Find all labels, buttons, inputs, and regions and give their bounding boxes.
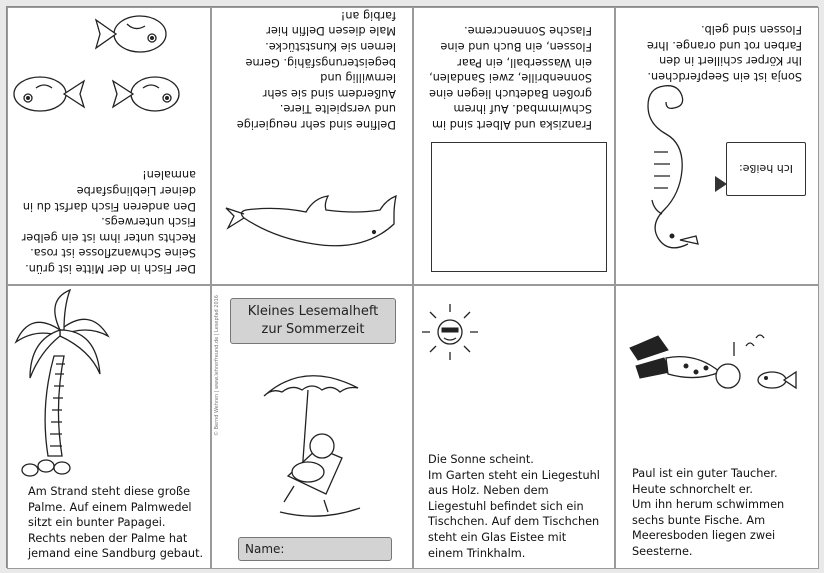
text-line: Den anderen Fisch darfst du in xyxy=(22,199,196,213)
text-line: Der Fisch in der Mitte ist grün. xyxy=(25,262,196,275)
text-line: und verspielte Tiere. xyxy=(279,102,396,116)
text-line: Heute schnorchelt er. xyxy=(632,482,753,496)
text-line: Sonja ist ein Seepferdchen. xyxy=(647,70,802,83)
text-line: begeisterungsfähig. Gerne xyxy=(245,55,396,69)
text-line: Flasche Sonnencreme. xyxy=(464,24,592,38)
text-line: Male diesen Delfin hier xyxy=(266,24,396,38)
text-line: Die Sonne scheint. xyxy=(428,453,534,466)
text-line: sechs bunte Fische. Am xyxy=(632,513,766,527)
page-palm xyxy=(7,285,211,569)
text-line: farbig an! xyxy=(340,8,396,22)
page-cover xyxy=(211,285,413,569)
text-line: Paul ist ein guter Taucher. xyxy=(632,467,778,480)
text-line: Ihr Körper schillert in den xyxy=(659,54,802,68)
page-diver xyxy=(615,285,819,569)
text-line: Flossen sind gelb. xyxy=(701,23,802,37)
text-line: jemand eine Sandburg gebaut. xyxy=(28,547,204,561)
beach-bag-text xyxy=(429,23,592,132)
copyright-note: © Bernd Wehren | www.lehrerfreund.de | Lesepfad 2016 xyxy=(214,295,220,436)
seahorse-illustration xyxy=(615,7,818,284)
fish-illustration xyxy=(7,7,210,284)
booklet-title-line2: zur Sommerzeit xyxy=(261,322,365,337)
text-line: Schwimmbad. Auf ihrem xyxy=(453,102,592,116)
text-line: Am Strand steht diese große xyxy=(28,485,191,498)
text-line: Tischchen. Auf dem Tischchen xyxy=(428,515,600,529)
text-line: Fisch unterwegs. xyxy=(101,215,196,229)
text-line: sitzt ein bunter Papagei. xyxy=(28,516,166,530)
dolphin-illustration xyxy=(211,7,412,284)
text-line: steht ein Glas Eistee mit xyxy=(428,530,567,544)
text-line: deiner Lieblingsfarbe xyxy=(76,184,196,198)
text-line: Seesterne. xyxy=(632,544,693,558)
page-fish xyxy=(7,7,211,285)
page-seahorse xyxy=(615,7,819,285)
text-line: lernen sie Kunststücke. xyxy=(265,40,396,54)
text-line: Im Garten steht ein Liegestuhl xyxy=(428,468,600,482)
page-beach-bag xyxy=(413,7,615,285)
booklet-title-line1: Kleines Lesemalheft xyxy=(247,304,379,319)
page-dolphin xyxy=(211,7,413,285)
palm-text xyxy=(28,484,203,562)
text-line: Rechts neben der Palme hat xyxy=(28,531,188,545)
text-line: Rechts unter ihm ist ein gelber xyxy=(21,230,196,244)
text-line: Delfine sind sehr neugierige xyxy=(236,118,396,131)
text-line: Palme. Auf einem Palmwedel xyxy=(28,500,192,514)
text-line: Außerdem sind sie sehr xyxy=(262,86,396,100)
bubble-label: Ich heiße: xyxy=(739,162,793,176)
page-sun xyxy=(413,285,615,569)
text-line: anmalen! xyxy=(142,168,196,182)
text-line: Flossen, ein Buch und eine xyxy=(440,40,592,54)
text-line: Meeresboden liegen zwei xyxy=(632,529,776,543)
text-line: ein Wasserball, ein Paar xyxy=(457,55,592,69)
text-line: aus Holz. Neben dem xyxy=(428,484,549,498)
reading-child-illustration xyxy=(212,286,413,569)
text-line: großen Badetuch liegen eine xyxy=(429,86,592,100)
text-line: Liegestuhl befindet sich ein xyxy=(428,499,584,513)
diver-text xyxy=(632,466,784,560)
text-line: Farben rot und orange. Ihre xyxy=(646,38,802,52)
text-line: Franziska und Albert sind im xyxy=(431,118,592,131)
text-line: Sonnenbrille, zwei Sandalen, xyxy=(429,71,592,85)
worksheet-sheet xyxy=(6,6,818,568)
name-field[interactable] xyxy=(238,537,392,561)
text-line: einem Trinkhalm. xyxy=(428,546,526,560)
sun-text xyxy=(428,452,600,561)
name-label: Name: xyxy=(245,542,285,556)
text-line: Seine Schwanzflosse ist rosa. xyxy=(30,246,196,260)
text-line: lernwillig und xyxy=(320,71,396,85)
text-line: Um ihn herum schwimmen xyxy=(632,498,785,512)
drawing-box[interactable] xyxy=(431,142,607,272)
